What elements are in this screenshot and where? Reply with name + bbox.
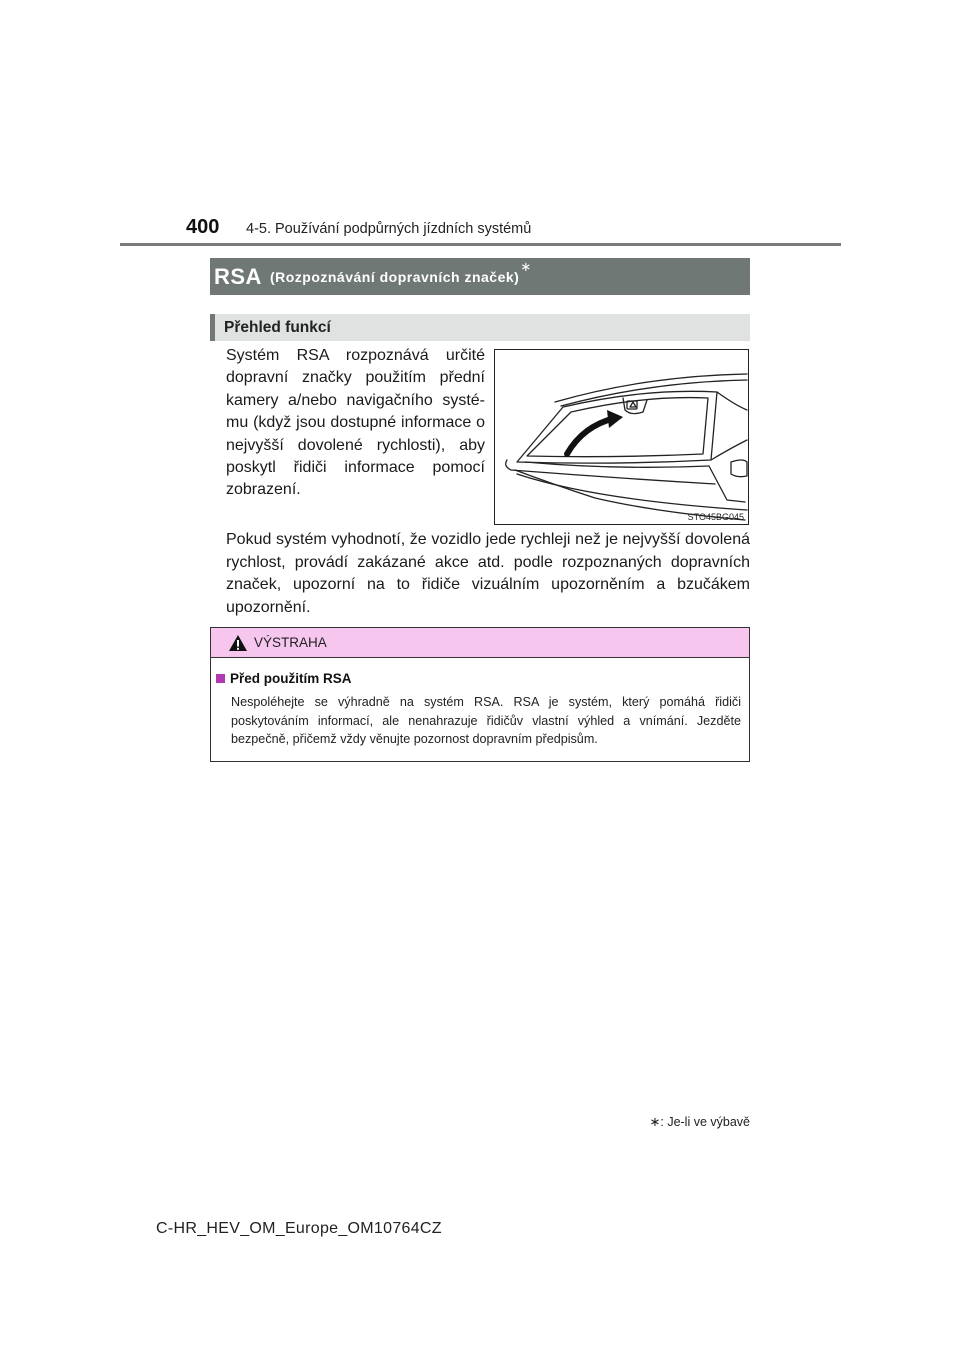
warning-triangle-icon [228,634,248,652]
warning-box [210,627,750,762]
header-rule [120,243,841,246]
car-windshield-drawing [495,350,748,524]
chapter-title: 4-5. Používání podpůrných jízdních systémů [246,221,532,237]
warning-item-title [216,671,352,686]
section-title-bar [210,258,750,295]
footnote-text: : Je-li ve výbavě [660,1115,750,1129]
page-number: 400 [186,216,220,238]
windshield-camera-illustration [494,349,749,525]
square-bullet-icon [216,674,225,683]
intro-paragraph: Systém RSA rozpoznává určité dopravní značky použitím přední kamery a/nebo navigačního systému (když jsou dostupné informace o nejvyšší dovolené rychlosti), aby poskytl řidiči informace pomocí zobrazení. [226,347,485,499]
warning-item-title-text: Před použitím RSA [230,671,352,686]
body-paragraph: Pokud systém vyhodnotí, že vozidlo jede rychleji než je nejvyšší dovolená rychlost, provádí zakázané akce atd. podle rozpoznaných dopravních značek, upozorní na to řidiče vizuálním upozorněním a bzučákem upozornění. [226,531,750,616]
subsection-label: Přehled funkcí [224,318,331,336]
section-title-star: ∗ [520,258,532,274]
footnote-star-icon: ∗ [649,1114,661,1129]
document-id: C-HR_HEV_OM_Europe_OM10764CZ [156,1220,442,1237]
warning-header [211,628,749,658]
warning-item-text: Nespoléhejte se výhradně na systém RSA. RSA je systém, který pomáhá řidiči poskytováním informací, ale nenahrazuje řidičův vlastní výhled a vnímání. Jezděte bezpečně, přičemž vždy věnujte pozornost dopravním předpisům. [231,695,741,746]
section-subtitle: (Rozpoznávání dopravních značek) [269,268,520,285]
subsection-accent [210,314,215,341]
section-title: RSA [214,263,262,289]
figure-code: STO45BG045 [687,512,744,522]
warning-label: VÝSTRAHA [254,635,327,650]
subsection-bar [210,314,750,341]
footnote [638,1114,750,1130]
